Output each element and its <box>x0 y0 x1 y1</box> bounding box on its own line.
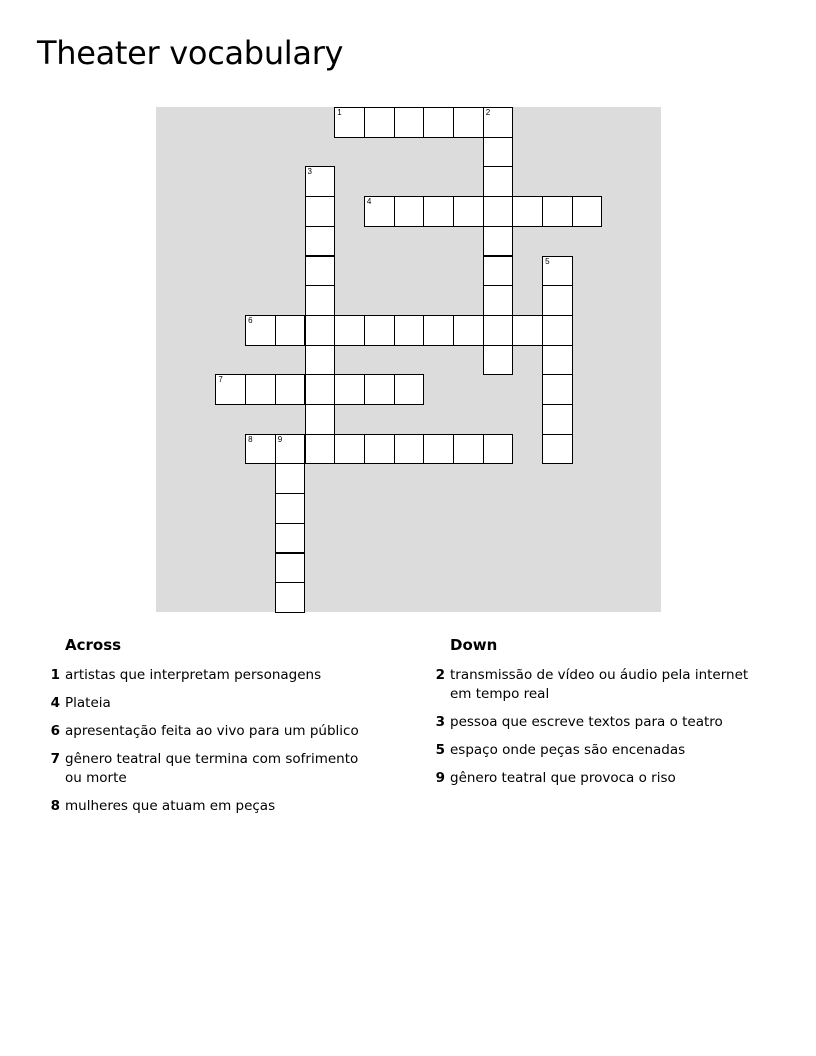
crossword-cell[interactable] <box>394 196 425 227</box>
crossword-cell[interactable] <box>483 345 514 376</box>
down-clue <box>430 741 765 760</box>
across-clue <box>45 797 375 816</box>
crossword-cell[interactable] <box>305 226 336 257</box>
crossword-cell[interactable] <box>334 434 365 465</box>
down-clue <box>430 713 765 732</box>
clue-text: Plateia <box>65 695 111 711</box>
crossword-cell[interactable] <box>364 107 395 138</box>
crossword-cell[interactable] <box>483 137 514 168</box>
crossword-cell[interactable] <box>275 553 306 584</box>
crossword-cell[interactable] <box>483 315 514 346</box>
crossword-cell[interactable] <box>305 166 336 197</box>
crossword-cell[interactable] <box>423 196 454 227</box>
clue-text: mulheres que atuam em peças <box>65 798 276 814</box>
crossword-cell[interactable] <box>394 107 425 138</box>
crossword-cell[interactable] <box>334 315 365 346</box>
crossword-cell[interactable] <box>305 404 336 435</box>
crossword-cell[interactable] <box>245 434 276 465</box>
crossword-cell[interactable] <box>305 285 336 316</box>
crossword-cell[interactable] <box>423 434 454 465</box>
crossword-cell[interactable] <box>305 196 336 227</box>
cell-number: 7 <box>218 375 223 385</box>
crossword-cell[interactable] <box>542 434 573 465</box>
clue-number: 2 <box>435 667 445 683</box>
cell-number: 6 <box>248 315 253 325</box>
crossword-cell[interactable] <box>394 434 425 465</box>
across-clue <box>45 722 375 741</box>
crossword-cell[interactable] <box>483 434 514 465</box>
across-clue <box>45 694 375 713</box>
crossword-cell[interactable] <box>305 374 336 405</box>
crossword-cell[interactable] <box>542 374 573 405</box>
crossword-cell[interactable] <box>423 315 454 346</box>
across-clues <box>45 636 375 825</box>
clue-text: pessoa que escreve textos para o teatro <box>450 714 723 730</box>
crossword-cell[interactable] <box>572 196 603 227</box>
crossword-cell[interactable] <box>215 374 246 405</box>
crossword-cell[interactable] <box>483 226 514 257</box>
crossword-cell[interactable] <box>512 315 543 346</box>
crossword-grid <box>156 107 661 612</box>
clue-text: apresentação feita ao vivo para um público <box>65 723 359 739</box>
crossword-cell[interactable] <box>334 107 365 138</box>
clue-text: artistas que interpretam personagens <box>65 667 322 683</box>
clue-number: 5 <box>435 742 445 758</box>
across-heading: Across <box>65 636 122 654</box>
crossword-cell[interactable] <box>542 315 573 346</box>
crossword-cell[interactable] <box>483 285 514 316</box>
clue-number: 8 <box>50 798 60 814</box>
clue-number: 9 <box>435 770 445 786</box>
page-title: Theater vocabulary <box>37 34 344 72</box>
clue-number: 1 <box>50 667 60 683</box>
crossword-cell[interactable] <box>453 196 484 227</box>
crossword-cell[interactable] <box>394 374 425 405</box>
clue-number: 6 <box>50 723 60 739</box>
cell-number: 1 <box>337 108 342 117</box>
crossword-cell[interactable] <box>453 315 484 346</box>
across-clue <box>45 750 375 788</box>
crossword-cell[interactable] <box>542 196 573 227</box>
crossword-cell[interactable] <box>275 434 306 465</box>
crossword-cell[interactable] <box>275 315 306 346</box>
cell-number: 4 <box>366 197 372 207</box>
crossword-cell[interactable] <box>275 493 306 524</box>
clue-text: gênero teatral que termina com sofrimento ou morte <box>65 751 359 786</box>
crossword-cell[interactable] <box>334 374 365 405</box>
across-clue <box>45 666 375 685</box>
crossword-cell[interactable] <box>542 285 573 316</box>
crossword-cell[interactable] <box>483 166 514 197</box>
crossword-cell[interactable] <box>305 315 336 346</box>
crossword-cell[interactable] <box>483 107 514 138</box>
clue-text: transmissão de vídeo ou áudio pela internet em tempo real <box>450 667 749 702</box>
crossword-cell[interactable] <box>394 315 425 346</box>
crossword-cell[interactable] <box>364 434 395 465</box>
crossword-cell[interactable] <box>305 345 336 376</box>
crossword-cell[interactable] <box>364 196 395 227</box>
crossword-cell[interactable] <box>423 107 454 138</box>
crossword-cell[interactable] <box>483 196 514 227</box>
crossword-cell[interactable] <box>364 315 395 346</box>
clue-number: 3 <box>435 714 445 730</box>
crossword-cell[interactable] <box>305 256 336 287</box>
clue-text: espaço onde peças são encenadas <box>450 742 686 758</box>
crossword-cell[interactable] <box>542 256 573 287</box>
crossword-cell[interactable] <box>275 582 306 613</box>
crossword-cell[interactable] <box>453 107 484 138</box>
crossword-cell[interactable] <box>275 374 306 405</box>
cell-number: 9 <box>277 434 283 444</box>
crossword-cell[interactable] <box>483 256 514 287</box>
crossword-cell[interactable] <box>275 463 306 494</box>
crossword-cell[interactable] <box>453 434 484 465</box>
clue-text: gênero teatral que provoca o riso <box>450 770 676 786</box>
down-clue <box>430 666 765 704</box>
crossword-cell[interactable] <box>305 434 336 465</box>
cell-number: 3 <box>307 167 312 177</box>
crossword-cell[interactable] <box>542 404 573 435</box>
crossword-cell[interactable] <box>364 374 395 405</box>
clue-number: 7 <box>50 751 60 767</box>
crossword-cell[interactable] <box>275 523 306 554</box>
down-clue <box>430 769 765 788</box>
down-clues <box>430 636 765 797</box>
clue-number: 4 <box>50 695 60 711</box>
down-heading: Down <box>450 636 498 654</box>
crossword-cell[interactable] <box>245 315 276 346</box>
crossword-cell[interactable] <box>245 374 276 405</box>
cell-number: 5 <box>545 256 550 266</box>
cell-number: 2 <box>485 108 491 117</box>
crossword-cell[interactable] <box>542 345 573 376</box>
cell-number: 8 <box>248 434 253 444</box>
crossword-cell[interactable] <box>512 196 543 227</box>
